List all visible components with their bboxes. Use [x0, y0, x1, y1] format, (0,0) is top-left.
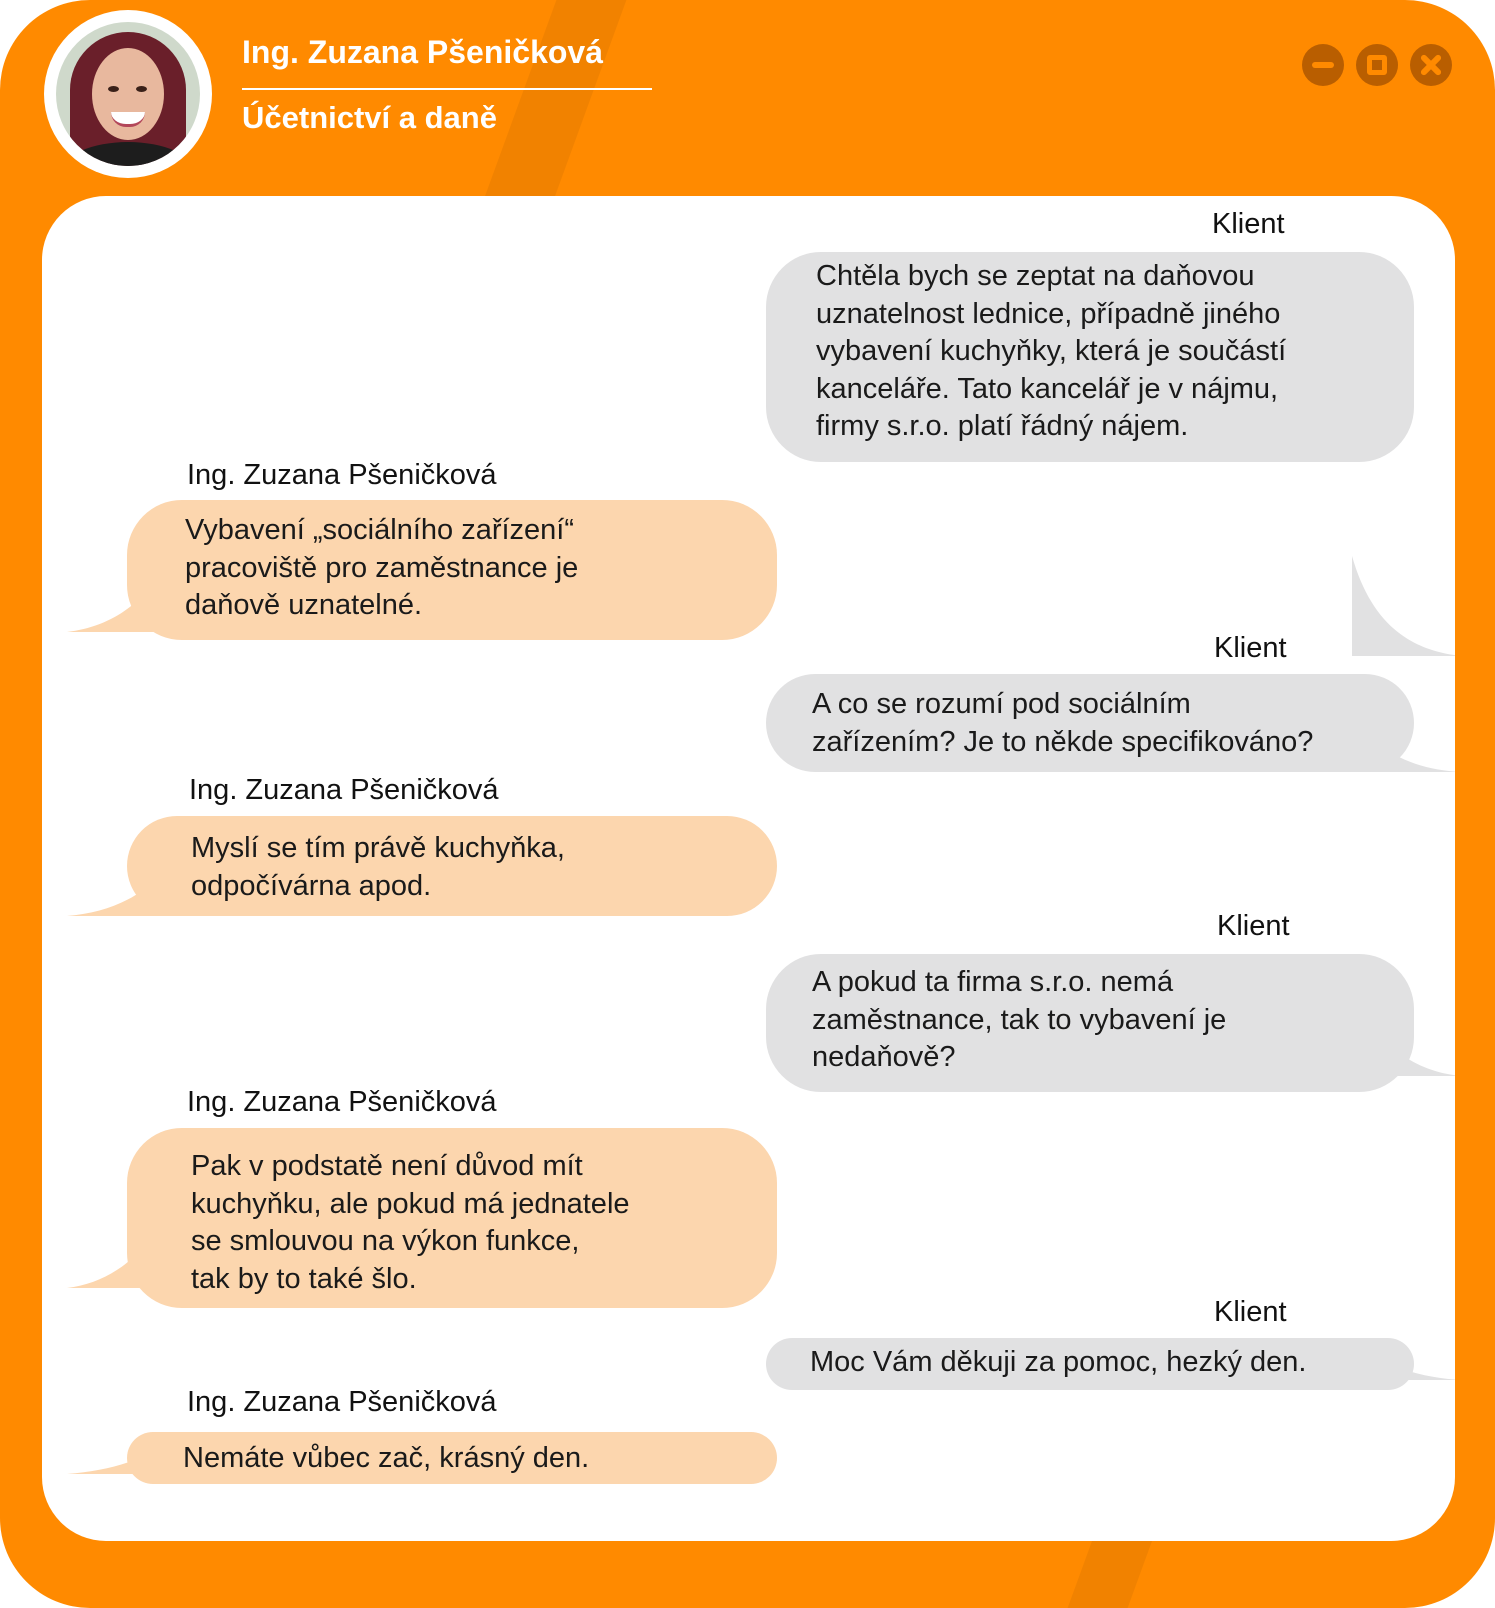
- message-line: daňově uznatelné.: [185, 589, 423, 621]
- message-line: kuchyňku, ale pokud má jednatele: [191, 1187, 630, 1220]
- agent-message-bubble: [127, 1432, 777, 1484]
- message-line: se smlouvou na výkon funkce,: [191, 1225, 580, 1257]
- message-sender: Ing. Zuzana Pšeničková: [187, 1386, 497, 1418]
- maximize-icon: [1367, 55, 1387, 75]
- message-sender: Ing. Zuzana Pšeničková: [187, 459, 497, 491]
- maximize-button[interactable]: [1356, 44, 1398, 86]
- agent-message-bubble: [127, 816, 777, 916]
- agent-message-bubble: [127, 500, 777, 640]
- message-sender: Klient: [1212, 208, 1285, 240]
- message-line: A pokud ta firma s.r.o. nemá: [812, 966, 1174, 998]
- message-sender: Ing. Zuzana Pšeničková: [189, 774, 499, 806]
- message-line: uznatelnost lednice, případně jiného: [816, 297, 1281, 330]
- message-line: zaměstnance, tak to vybavení je: [812, 1003, 1227, 1036]
- message-line: firmy s.r.o. platí řádný nájem.: [816, 410, 1189, 442]
- message-line: Moc Vám děkuji za pomoc, hezký den.: [810, 1346, 1307, 1378]
- message-sender: Klient: [1217, 910, 1290, 942]
- message-line: Pak v podstatě není důvod mít: [191, 1150, 583, 1182]
- message-line: vybavení kuchyňky, která je součástí: [816, 335, 1287, 367]
- chat-panel: [42, 196, 1455, 1541]
- client-message-bubble: [766, 674, 1414, 772]
- message-line: odpočívárna apod.: [191, 869, 432, 902]
- message-sender: Ing. Zuzana Pšeničková: [187, 1086, 497, 1118]
- message-line: A co se rozumí pod sociálním: [812, 688, 1191, 720]
- message-line: zařízením? Je to někde specifikováno?: [812, 725, 1314, 758]
- minimize-button[interactable]: [1302, 44, 1344, 86]
- message-sender: Klient: [1214, 1296, 1287, 1328]
- minimize-icon: [1312, 62, 1334, 68]
- close-button[interactable]: [1410, 44, 1452, 86]
- message-line: nedaňově?: [812, 1041, 956, 1073]
- background-stripe: [484, 0, 627, 200]
- message-line: pracoviště pro zaměstnance je: [185, 551, 579, 584]
- message-line: Nemáte vůbec zač, krásný den.: [183, 1442, 590, 1474]
- bubble-tail: [1352, 556, 1455, 666]
- message-sender: Klient: [1214, 632, 1287, 664]
- background-stripe: [1068, 1540, 1153, 1608]
- message-line: Myslí se tím právě kuchyňka,: [191, 832, 565, 864]
- message-line: kanceláře. Tato kancelář je v nájmu,: [816, 372, 1279, 405]
- contact-name: Ing. Zuzana Pšeničková: [242, 34, 603, 70]
- client-message-bubble: [766, 1338, 1414, 1390]
- contact-subtitle: Účetnictví a daně: [242, 100, 497, 135]
- client-message-bubble: [766, 252, 1414, 462]
- message-line: tak by to také šlo.: [191, 1262, 417, 1295]
- agent-message-bubble: [127, 1128, 777, 1308]
- profile-photo: [56, 22, 200, 166]
- client-message-bubble: [766, 954, 1414, 1092]
- message-line: Chtěla bych se zeptat na daňovou: [816, 260, 1255, 292]
- header-divider: [242, 88, 652, 90]
- message-line: Vybavení „sociálního zařízení“: [185, 514, 575, 546]
- avatar: [44, 10, 212, 178]
